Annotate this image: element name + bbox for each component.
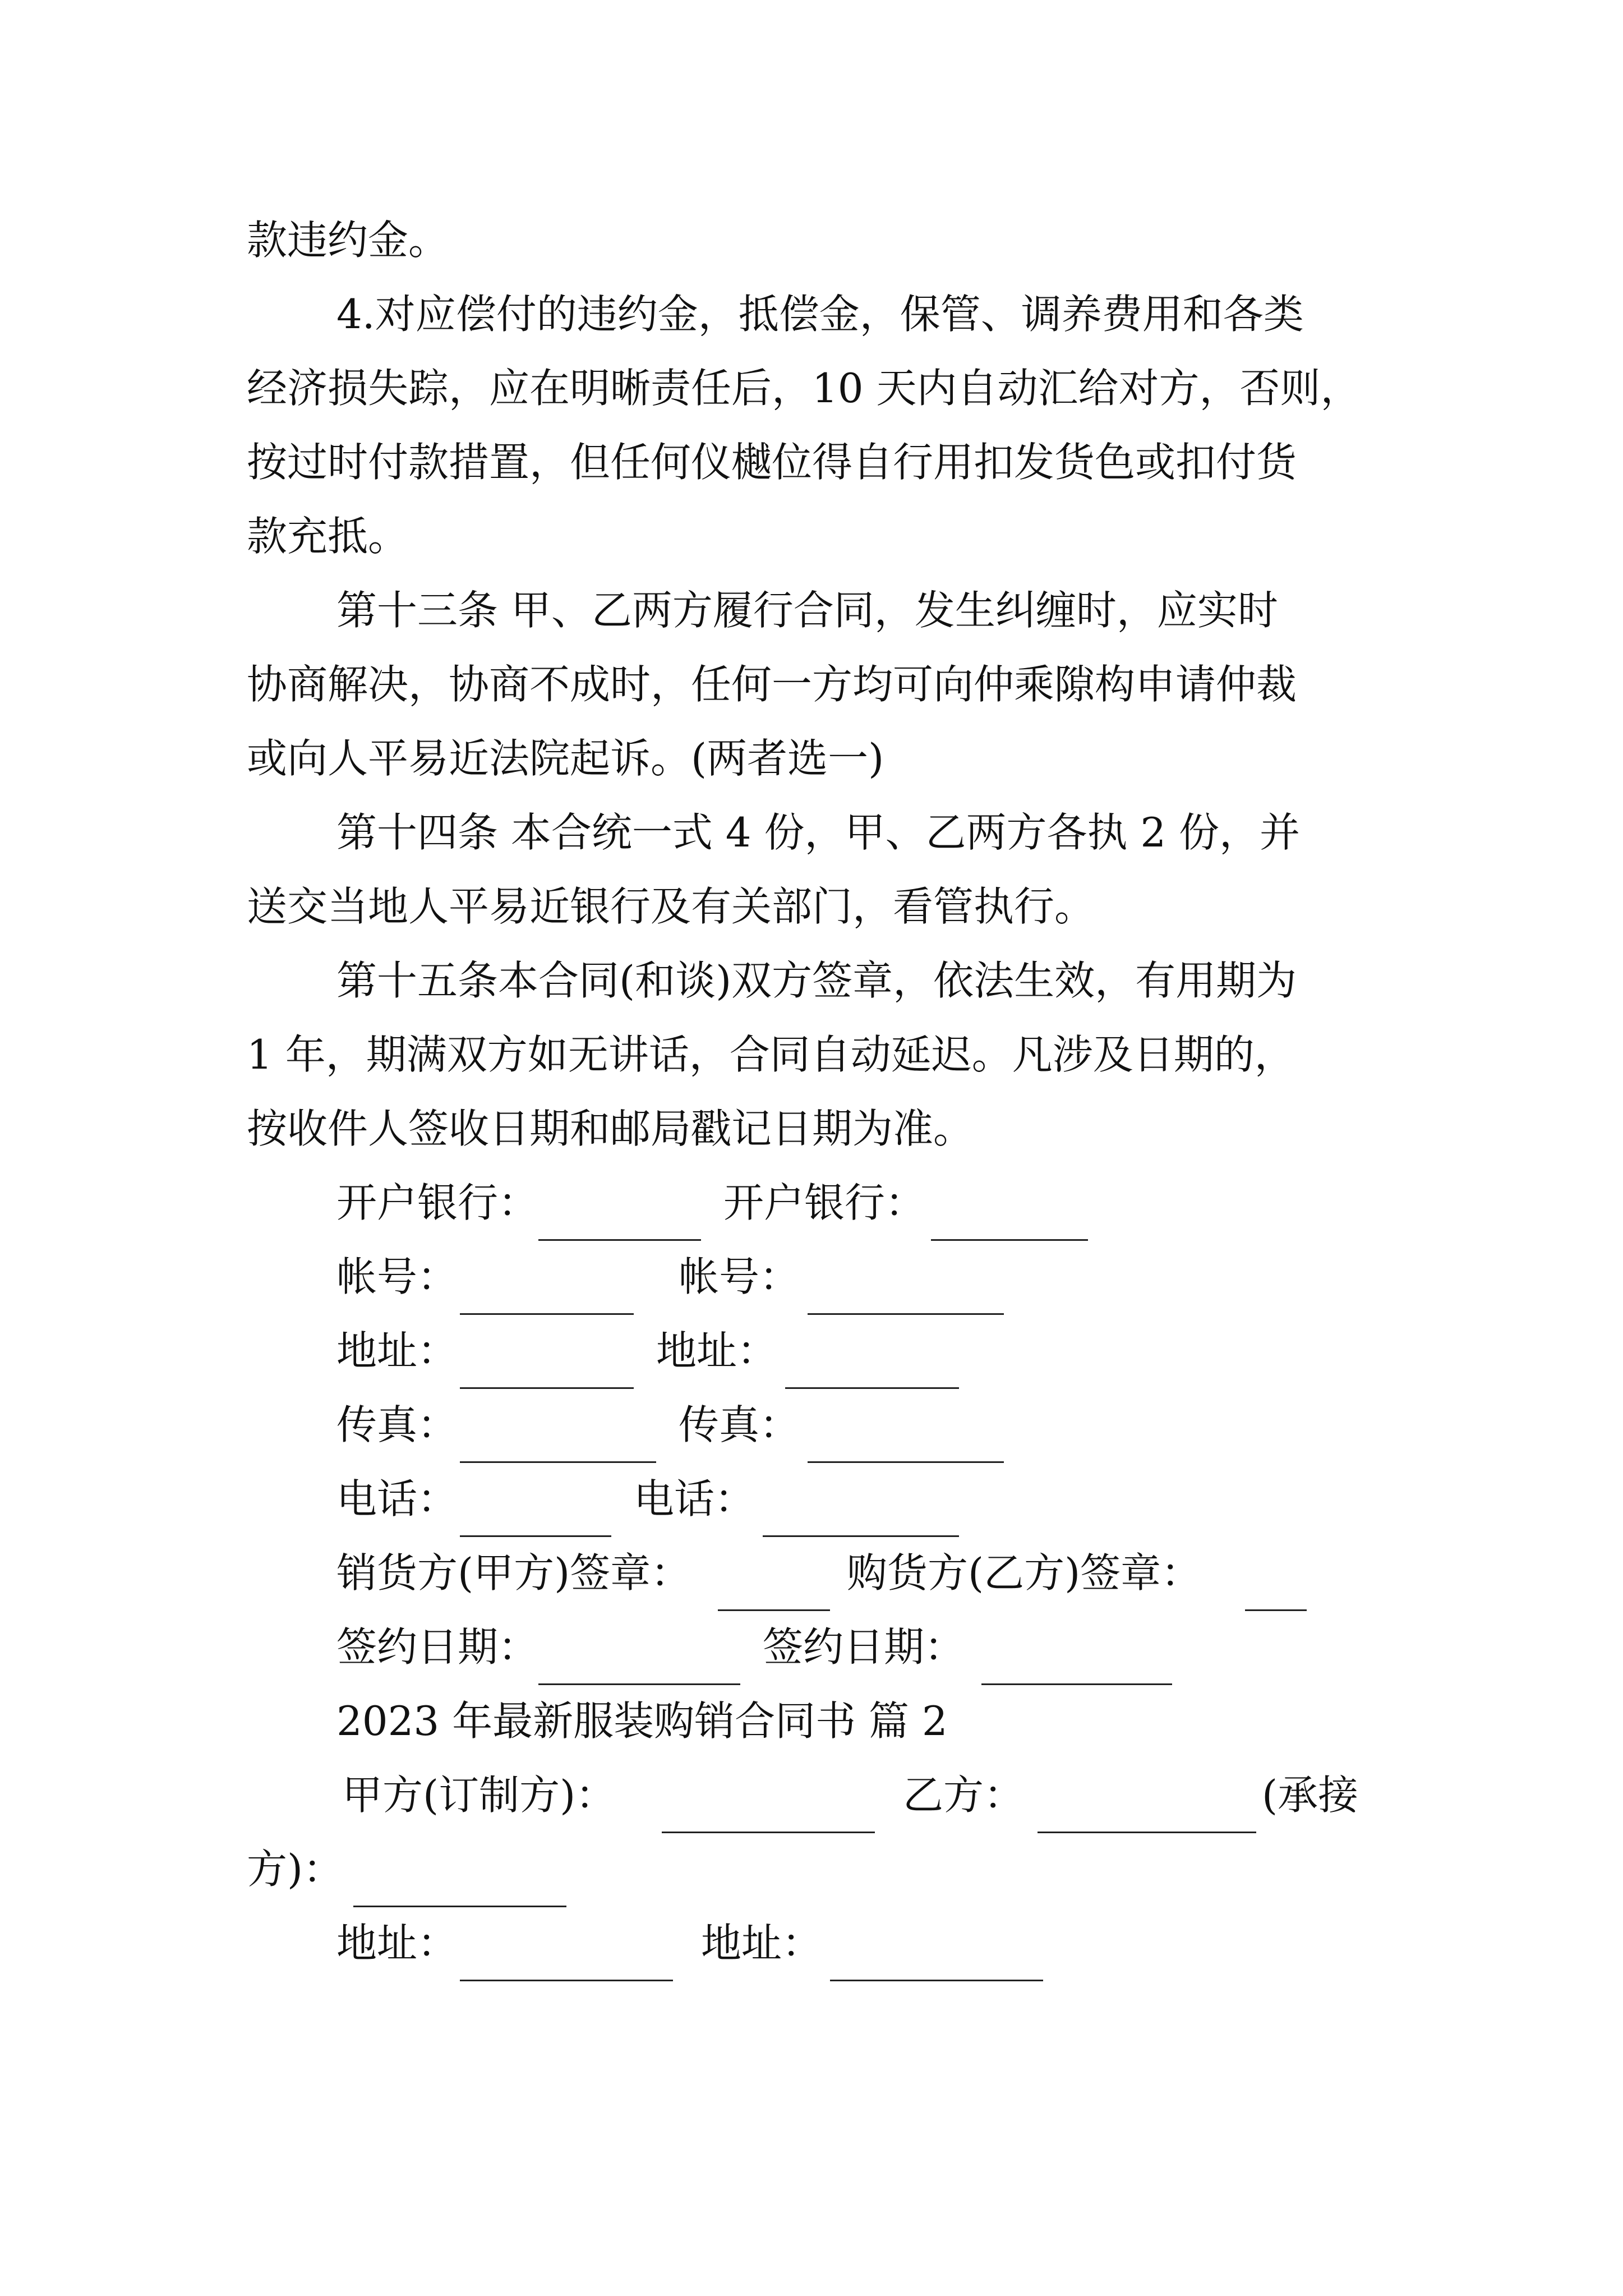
paragraph-line: 协商解决，协商不成时，任何一方均可向仲乘隙构申请仲裁: [247, 661, 1297, 708]
account-label-a: 帐号：: [336, 1253, 458, 1300]
party-b-suffix-cont: 方)：: [247, 1846, 344, 1893]
account-blank-a[interactable]: [460, 1261, 634, 1315]
account-blank-b[interactable]: [808, 1261, 1004, 1315]
party-b-label: 乙方：: [903, 1772, 1025, 1819]
fax-blank-b[interactable]: [808, 1409, 1004, 1463]
buyer-sign-label: 购货方(乙方)签章：: [847, 1549, 1202, 1596]
paragraph-line: 第十五条本合同(和谈)双方签章，依法生效，有用期为: [336, 957, 1297, 1004]
paragraph-line: 第十三条 甲、乙两方履行合同，发生纠缠时，应实时: [336, 587, 1278, 634]
paragraph-line: 或向人平易近法院起诉。(两者选一): [247, 735, 884, 782]
bank-blank-a[interactable]: [538, 1187, 701, 1241]
fax-blank-a[interactable]: [460, 1409, 656, 1463]
party-b-suffix: (承接: [1262, 1772, 1359, 1819]
s2-address-label-b: 地址：: [701, 1920, 823, 1967]
buyer-sign-blank[interactable]: [1245, 1557, 1307, 1611]
phone-blank-a[interactable]: [460, 1483, 611, 1537]
date-blank-a[interactable]: [538, 1631, 740, 1685]
phone-blank-b[interactable]: [763, 1483, 959, 1537]
fax-label-b: 传真：: [679, 1401, 800, 1448]
bank-label-b: 开户银行：: [723, 1179, 926, 1226]
paragraph-line: 1 年，期满双方如无讲话，合同自动延迟。凡涉及日期的，: [247, 1031, 1295, 1078]
account-label-b: 帐号：: [679, 1253, 800, 1300]
s2-address-blank-a[interactable]: [460, 1927, 673, 1981]
phone-label-b: 电话：: [634, 1475, 755, 1522]
section-title: 2023 年最新服装购销合同书 篇 2: [336, 1697, 948, 1745]
paragraph-line: 经济损失踪，应在明晰责任后，10 天内自动汇给对方，否则，: [247, 365, 1361, 412]
seller-sign-label: 销货方(甲方)签章：: [336, 1549, 691, 1596]
party-b-blank[interactable]: [1038, 1779, 1256, 1833]
paragraph-line: 款违约金。: [247, 217, 449, 264]
address-label-a: 地址：: [336, 1327, 458, 1374]
address-blank-a[interactable]: [460, 1335, 634, 1389]
paragraph-line: 款充抵。: [247, 513, 409, 560]
paragraph-line: 送交当地人平易近银行及有关部门，看管执行。: [247, 883, 1095, 930]
paragraph-line: 按过时付款措置，但任何仪樾位得自行用扣发货色或扣付货: [247, 439, 1297, 486]
paragraph-line: 按收件人签收日期和邮局戳记日期为准。: [247, 1105, 974, 1152]
s2-address-blank-b[interactable]: [830, 1927, 1043, 1981]
paragraph-line: 第十四条 本合统一式 4 份，甲、乙两方各执 2 份，并: [336, 809, 1301, 856]
s2-address-label-a: 地址：: [336, 1920, 458, 1967]
phone-label-a: 电话：: [336, 1475, 458, 1522]
party-a-label: 甲方(订制方)：: [342, 1772, 616, 1819]
date-blank-b[interactable]: [981, 1631, 1172, 1685]
bank-blank-b[interactable]: [931, 1187, 1088, 1241]
address-label-b: 地址：: [656, 1327, 778, 1374]
bank-label-a: 开户银行：: [336, 1179, 539, 1226]
address-blank-b[interactable]: [785, 1335, 959, 1389]
seller-sign-blank[interactable]: [718, 1557, 830, 1611]
party-b-blank-cont[interactable]: [353, 1853, 566, 1907]
fax-label-a: 传真：: [336, 1401, 458, 1448]
date-label-b: 签约日期：: [763, 1623, 965, 1671]
date-label-a: 签约日期：: [336, 1623, 539, 1671]
party-a-blank[interactable]: [662, 1779, 875, 1833]
paragraph-line: 4.对应偿付的违约金，抵偿金，保管、调养费用和各类: [336, 291, 1304, 338]
